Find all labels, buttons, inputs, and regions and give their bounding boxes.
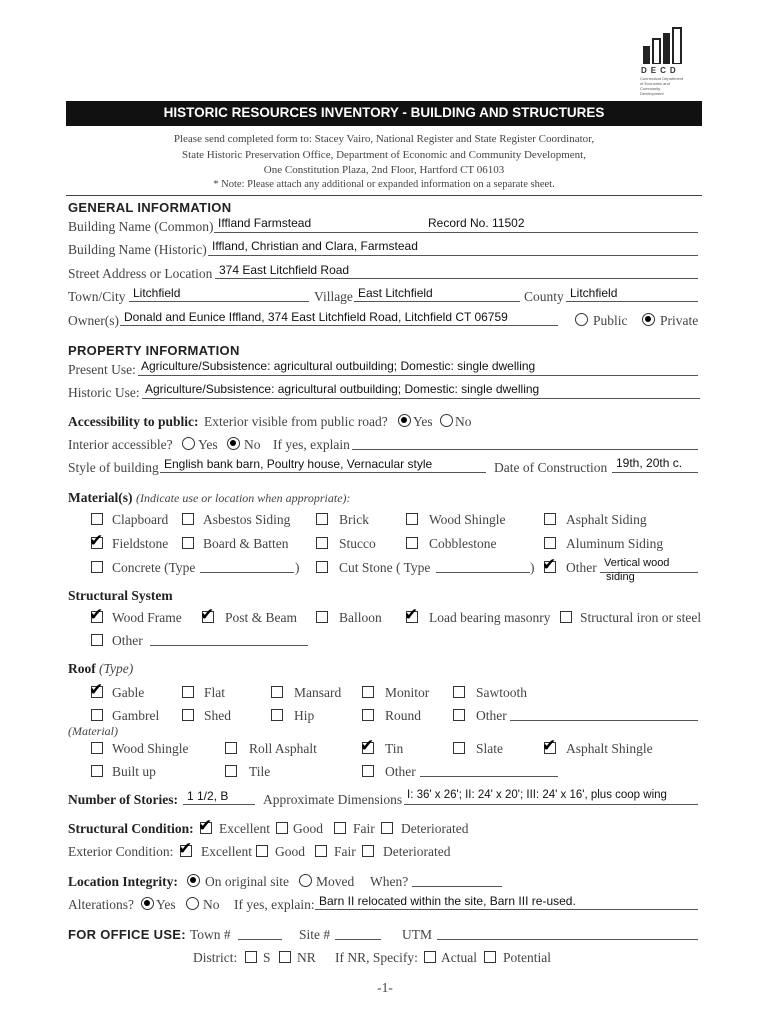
district-s-label: S <box>263 950 271 965</box>
district-s-checkbox[interactable] <box>245 951 257 963</box>
sc-excellent-check-icon: ✔ <box>198 816 213 836</box>
logo-text: DECD <box>641 66 680 75</box>
ec-excellent-check-icon: ✔ <box>178 839 193 859</box>
concrete-close-paren: ) <box>295 560 300 575</box>
date-construction-label: Date of Construction <box>494 460 608 475</box>
exterior-visible-question: Exterior visible from public road? <box>204 414 388 429</box>
stories-line <box>183 804 255 805</box>
style-line <box>160 472 486 473</box>
hip-label: Hip <box>294 708 315 723</box>
office-town-line <box>238 939 282 940</box>
building-name-common-label: Building Name (Common) <box>68 219 214 234</box>
street-address-value[interactable]: 374 East Litchfield Road <box>219 263 350 277</box>
roof-wood-shingle-label: Wood Shingle <box>112 741 189 756</box>
historic-use-line <box>142 398 700 399</box>
ec-fair-label: Fair <box>334 844 356 859</box>
asbestos-checkbox[interactable] <box>182 513 194 525</box>
property-heading: PROPERTY INFORMATION <box>68 343 240 358</box>
street-address-label: Street Address or Location <box>68 266 213 281</box>
roof-label: Roof <box>68 661 96 676</box>
roof-type-other-checkbox[interactable] <box>453 709 465 721</box>
structural-other-checkbox[interactable] <box>91 634 103 646</box>
roof-wood-shingle-checkbox[interactable] <box>91 742 103 754</box>
alterations-yes-label: Yes <box>156 897 176 912</box>
village-value[interactable]: East Litchfield <box>358 286 433 300</box>
cut-stone-close-paren: ) <box>530 560 535 575</box>
cut-stone-type-line <box>436 572 530 573</box>
office-utm-line <box>437 939 698 940</box>
building-bars-icon <box>641 26 691 64</box>
roof-material-other-line <box>420 776 558 777</box>
original-site-radio[interactable] <box>187 874 200 887</box>
sc-deteriorated-checkbox[interactable] <box>381 822 393 834</box>
town-label: Town/City <box>68 289 126 304</box>
alterations-label: Alterations? <box>68 897 134 912</box>
clapboard-label: Clapboard <box>112 512 169 527</box>
wood-frame-label: Wood Frame <box>112 610 182 625</box>
instructions-line-1: Please send completed form to: Stacey Vairo, National Register and State Register Coordinator, <box>173 133 595 145</box>
roll-asphalt-label: Roll Asphalt <box>249 741 317 756</box>
structural-iron-label: Structural iron or steel <box>580 610 702 625</box>
office-utm-label: UTM <box>402 927 432 942</box>
district-nr-label: NR <box>297 950 316 965</box>
cut-stone-checkbox[interactable] <box>316 561 328 573</box>
county-label: County <box>524 289 564 304</box>
owner-line <box>120 325 558 326</box>
asphalt-siding-checkbox[interactable] <box>544 513 556 525</box>
gable-check-icon: ✔ <box>89 680 104 700</box>
sawtooth-checkbox[interactable] <box>453 686 465 698</box>
building-name-common-line <box>214 232 698 233</box>
material-other-value-1[interactable]: Vertical wood <box>604 557 670 569</box>
monitor-checkbox[interactable] <box>362 686 374 698</box>
mansard-checkbox[interactable] <box>271 686 283 698</box>
style-value[interactable]: English bank barn, Poultry house, Vernacular style <box>164 457 433 471</box>
street-address-line <box>215 278 698 279</box>
original-site-label: On original site <box>205 874 289 889</box>
county-value[interactable]: Litchfield <box>570 286 618 300</box>
post-beam-label: Post & Beam <box>225 610 298 625</box>
office-use-label: FOR OFFICE USE: <box>68 927 186 942</box>
asphalt-siding-label: Asphalt Siding <box>566 512 647 527</box>
tile-checkbox[interactable] <box>225 765 237 777</box>
historic-use-value[interactable]: Agriculture/Subsistence: agricultural outbuilding; Domestic: single dwelling <box>145 382 540 396</box>
structural-system-label: Structural System <box>68 588 173 603</box>
town-line <box>129 301 309 302</box>
instructions-note: * Note: Please attach any additional or expanded information on a separate sheet. <box>213 179 555 190</box>
load-bearing-label: Load bearing masonry <box>429 610 551 625</box>
balloon-label: Balloon <box>339 610 382 625</box>
cobblestone-label: Cobblestone <box>429 536 497 551</box>
exterior-no-radio[interactable] <box>440 414 453 427</box>
actual-label: Actual <box>441 950 477 965</box>
office-district-label: District: <box>193 950 238 965</box>
material-other-value-2[interactable]: siding <box>606 571 635 583</box>
hip-checkbox[interactable] <box>271 709 283 721</box>
date-construction-value[interactable]: 19th, 20th c. <box>616 456 683 470</box>
cobblestone-checkbox[interactable] <box>406 537 418 549</box>
shed-checkbox[interactable] <box>182 709 194 721</box>
materials-label: Material(s) <box>68 490 133 505</box>
tin-label: Tin <box>385 741 404 756</box>
instructions-line-2: State Historic Preservation Office, Department of Economic and Community Development, <box>182 149 586 161</box>
when-line <box>412 886 502 887</box>
header-rule <box>66 195 702 196</box>
monitor-label: Monitor <box>385 685 430 700</box>
fieldstone-check-icon: ✔ <box>89 531 104 551</box>
asbestos-label: Asbestos Siding <box>203 512 291 527</box>
slate-checkbox[interactable] <box>453 742 465 754</box>
ec-deteriorated-checkbox[interactable] <box>362 845 374 857</box>
interior-explain-line <box>352 449 698 450</box>
roof-type-other-label: Other <box>476 708 507 723</box>
material-other-label: Other <box>566 560 597 575</box>
post-beam-check-icon: ✔ <box>200 605 215 625</box>
round-checkbox[interactable] <box>362 709 374 721</box>
balloon-checkbox[interactable] <box>316 611 328 623</box>
built-up-label: Built up <box>112 764 156 779</box>
alterations-explain-value[interactable]: Barn II relocated within the site, Barn III re-used. <box>319 894 576 908</box>
actual-checkbox[interactable] <box>424 951 436 963</box>
interior-no-label: No <box>244 437 261 452</box>
ec-excellent-label: Excellent <box>201 844 252 859</box>
moved-label: Moved <box>316 874 355 889</box>
gambrel-checkbox[interactable] <box>91 709 103 721</box>
when-label: When? <box>370 874 409 889</box>
public-radio[interactable] <box>575 313 588 326</box>
present-use-line <box>138 375 698 376</box>
slate-label: Slate <box>476 741 503 756</box>
materials-note: (Indicate use or location when appropriate): <box>136 491 351 505</box>
exterior-no-label: No <box>455 414 472 429</box>
record-number: Record No. 11502 <box>428 216 525 230</box>
sc-good-label: Good <box>293 821 323 836</box>
alterations-no-label: No <box>203 897 220 912</box>
roll-asphalt-checkbox[interactable] <box>225 742 237 754</box>
structural-condition-label: Structural Condition: <box>68 821 194 836</box>
general-heading: GENERAL INFORMATION <box>68 200 232 215</box>
village-label: Village <box>314 289 353 304</box>
structural-other-label: Other <box>112 633 143 648</box>
moved-radio[interactable] <box>299 874 312 887</box>
mansard-label: Mansard <box>294 685 342 700</box>
logo-tagline: Connecticut Department of Economic and Community Development <box>640 76 684 96</box>
owner-value[interactable]: Donald and Eunice Iffland, 374 East Litchfield Road, Litchfield CT 06759 <box>124 310 508 324</box>
board-batten-label: Board & Batten <box>203 536 289 551</box>
roof-type-note: (Type) <box>99 661 134 676</box>
alterations-no-radio[interactable] <box>186 897 199 910</box>
page-number: -1- <box>377 980 393 995</box>
village-line <box>354 301 520 302</box>
tin-check-icon: ✔ <box>360 736 375 756</box>
stucco-label: Stucco <box>339 536 376 551</box>
exterior-condition-label: Exterior Condition: <box>68 844 174 859</box>
style-label: Style of building <box>68 460 159 475</box>
sawtooth-label: Sawtooth <box>476 685 528 700</box>
ec-good-label: Good <box>275 844 305 859</box>
present-use-label: Present Use: <box>68 362 136 377</box>
gable-label: Gable <box>112 685 145 700</box>
interior-yes-label: Yes <box>198 437 218 452</box>
clapboard-checkbox[interactable] <box>91 513 103 525</box>
office-site-line <box>335 939 381 940</box>
exterior-yes-label: Yes <box>413 414 433 429</box>
sc-excellent-label: Excellent <box>219 821 270 836</box>
ec-good-checkbox[interactable] <box>256 845 268 857</box>
sc-good-checkbox[interactable] <box>276 822 288 834</box>
location-integrity-label: Location Integrity: <box>68 874 178 889</box>
roof-material-other-label: Other <box>385 764 416 779</box>
private-label: Private <box>660 313 699 328</box>
concrete-label: Concrete (Type <box>112 560 196 575</box>
historic-use-label: Historic Use: <box>68 385 140 400</box>
decd-logo <box>636 26 696 98</box>
roof-type-other-line <box>510 720 698 721</box>
form-title: HISTORIC RESOURCES INVENTORY - BUILDING AND STRUCTURES <box>163 105 605 120</box>
cut-stone-label: Cut Stone ( Type <box>339 560 431 575</box>
interior-accessible-question: Interior accessible? <box>68 437 173 452</box>
stucco-checkbox[interactable] <box>316 537 328 549</box>
alterations-explain-label: If yes, explain: <box>234 897 315 912</box>
office-site-label: Site # <box>299 927 331 942</box>
county-line <box>566 301 698 302</box>
owner-label: Owner(s) <box>68 313 119 328</box>
sc-fair-checkbox[interactable] <box>334 822 346 834</box>
public-label: Public <box>593 313 628 328</box>
fieldstone-label: Fieldstone <box>112 536 169 551</box>
asphalt-shingle-label: Asphalt Shingle <box>566 741 653 756</box>
aluminum-checkbox[interactable] <box>544 537 556 549</box>
instructions-line-3: One Constitution Plaza, 2nd Floor, Hartford CT 06103 <box>263 164 505 176</box>
accessibility-label: Accessibility to public: <box>68 414 199 429</box>
ec-fair-checkbox[interactable] <box>315 845 327 857</box>
stories-value[interactable]: 1 1/2, B <box>187 789 229 803</box>
concrete-checkbox[interactable] <box>91 561 103 573</box>
building-name-historic-value[interactable]: Iffland, Christian and Clara, Farmstead <box>212 239 418 253</box>
stories-label: Number of Stories: <box>68 792 178 807</box>
asphalt-shingle-check-icon: ✔ <box>542 736 557 756</box>
sc-fair-label: Fair <box>353 821 375 836</box>
round-label: Round <box>385 708 422 723</box>
alterations-yes-radio[interactable] <box>141 897 154 910</box>
dimensions-line <box>404 804 698 805</box>
structural-other-line <box>150 645 308 646</box>
potential-label: Potential <box>503 950 551 965</box>
building-name-historic-label: Building Name (Historic) <box>68 242 207 257</box>
structural-iron-checkbox[interactable] <box>560 611 572 623</box>
gambrel-label: Gambrel <box>112 708 160 723</box>
if-nr-specify-label: If NR, Specify: <box>335 950 418 965</box>
present-use-value[interactable]: Agriculture/Subsistence: agricultural outbuilding; Domestic: single dwelling <box>141 359 536 373</box>
building-name-historic-line <box>208 255 698 256</box>
tile-label: Tile <box>249 764 271 779</box>
town-value[interactable]: Litchfield <box>133 286 181 300</box>
aluminum-label: Aluminum Siding <box>566 536 664 551</box>
interior-no-radio[interactable] <box>227 437 240 450</box>
potential-checkbox[interactable] <box>484 951 496 963</box>
roof-material-other-checkbox[interactable] <box>362 765 374 777</box>
board-batten-checkbox[interactable] <box>182 537 194 549</box>
interior-yes-radio[interactable] <box>182 437 195 450</box>
flat-label: Flat <box>204 685 226 700</box>
sc-deteriorated-label: Deteriorated <box>401 821 469 836</box>
built-up-checkbox[interactable] <box>91 765 103 777</box>
shed-label: Shed <box>204 708 231 723</box>
interior-explain-label: If yes, explain <box>273 437 350 452</box>
roof-material-note: (Material) <box>68 724 118 738</box>
wood-frame-check-icon: ✔ <box>89 605 104 625</box>
private-radio[interactable] <box>642 313 655 326</box>
material-other-check-icon: ✔ <box>542 555 557 575</box>
wood-shingle-checkbox[interactable] <box>406 513 418 525</box>
ec-deteriorated-label: Deteriorated <box>383 844 451 859</box>
dimensions-label: Approximate Dimensions <box>263 792 403 807</box>
brick-label: Brick <box>339 512 369 527</box>
office-town-label: Town # <box>190 927 231 942</box>
flat-checkbox[interactable] <box>182 686 194 698</box>
concrete-type-line <box>200 572 294 573</box>
brick-checkbox[interactable] <box>316 513 328 525</box>
dimensions-value[interactable]: I: 36' x 26'; II: 24' x 20'; III: 24' x 16', plus coop wing <box>407 789 667 801</box>
alterations-explain-line <box>315 909 698 910</box>
district-nr-checkbox[interactable] <box>279 951 291 963</box>
wood-shingle-label: Wood Shingle <box>429 512 506 527</box>
load-bearing-check-icon: ✔ <box>404 605 419 625</box>
exterior-yes-radio[interactable] <box>398 414 411 427</box>
building-name-common-value[interactable]: Iffland Farmstead <box>218 216 312 230</box>
date-construction-line <box>612 472 698 473</box>
